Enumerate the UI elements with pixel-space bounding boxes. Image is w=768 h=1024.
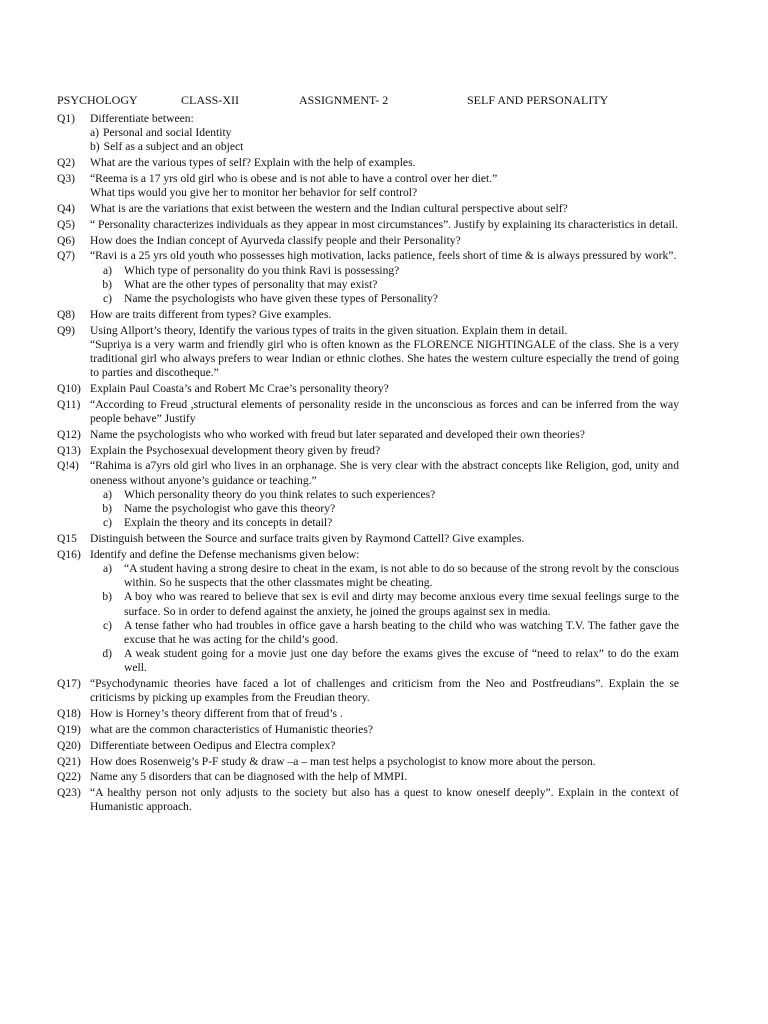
sub-question (90, 140, 679, 154)
sub-question-label: b) (102, 277, 112, 291)
question-body (90, 308, 679, 322)
question-item (57, 548, 679, 676)
question-text: What is are the variations that exist between the western and the Indian cultural perspective about self? (90, 202, 568, 215)
question-number: Q3) (57, 172, 76, 185)
question-number: Q!4) (57, 459, 79, 473)
sub-question (90, 562, 679, 590)
question-item (57, 398, 679, 426)
sub-question-text: Name the psychologist who gave this theory? (124, 502, 336, 515)
question-text: How are traits different from types? Give examples. (90, 307, 332, 321)
question-text: Differentiate between Oedipus and Electra complex? (90, 738, 336, 752)
question-number: Q19) (57, 723, 81, 737)
sub-question-text: Which type of personality do you think Ravi is possessing? (124, 263, 400, 277)
question-number: Q4) (57, 202, 76, 215)
question-number: Q16) (57, 547, 81, 561)
sub-question (90, 264, 679, 278)
question-item (57, 156, 679, 170)
question-number: Q5) (57, 217, 76, 231)
question-item (57, 755, 679, 769)
question-text: What are the various types of self? Explain with the help of examples. (90, 156, 416, 170)
sub-question-label: c) (102, 618, 112, 632)
sub-question-text: A tense father who had troubles in office gave a harsh beating to the child who was watching T.V. The father gave the excuse that he was acting for the child’s good. (124, 618, 679, 647)
question-item (57, 234, 679, 248)
header-topic: SELF AND PERSONALITY (467, 93, 609, 107)
question-number: Q7) (57, 249, 76, 263)
question-item (57, 324, 679, 381)
question-text: “According to Freud ,structural elements of personality reside in the unconscious as forces and can be inferred from the way people behave” Justify (90, 397, 679, 425)
question-body (90, 218, 679, 232)
sub-question-label: d) (102, 647, 112, 661)
question-list (57, 112, 679, 816)
question-text: “ Personality characterizes individuals as they appear in most circumstances”. Justify by explaining its characteristics in detail. (90, 217, 678, 231)
sub-question-text: A boy who was reared to believe that sex is evil and dirty may become anxious every time sexual feelings surge to the surface. So in order to defend against the anxiety, he joined the groups against sex in media. (124, 590, 679, 618)
question-body (90, 324, 679, 381)
question-body (90, 156, 679, 170)
question-text: “Psychodynamic theories have faced a lot of challenges and criticism from the Neo and Postfreudians”. Explain the se criticisms by picking up examples from the Freudian theory. (90, 677, 679, 705)
question-body (90, 770, 679, 784)
question-item (57, 382, 679, 396)
question-body (90, 202, 679, 216)
question-body (90, 532, 679, 546)
sub-question (90, 516, 679, 530)
sub-question (90, 590, 679, 618)
question-text: “A healthy person not only adjusts to the society but also has a quest to know oneself deeply”. Explain in the context of Humanistic approach. (90, 786, 679, 814)
question-body (90, 428, 679, 442)
sub-question-text: What are the other types of personality that may exist? (124, 277, 378, 291)
question-number: Q13) (57, 443, 81, 457)
question-item (57, 739, 679, 753)
sub-question (90, 619, 679, 647)
sub-question-text: “A student having a strong desire to cheat in the exam, is not able to do so because of the strong revolt by the conscious within. So he suspects that the other classmates might be cheating. (124, 562, 679, 590)
question-body (90, 548, 679, 676)
sub-question-label: b) (102, 502, 112, 515)
question-item (57, 172, 679, 200)
question-body (90, 444, 679, 458)
header-subject: PSYCHOLOGY (57, 93, 138, 107)
question-number: Q11) (57, 397, 81, 411)
sub-question-label: b) (90, 140, 100, 154)
question-body (90, 112, 679, 155)
question-item (57, 723, 679, 737)
question-text: Identify and define the Defense mechanisms given below: (90, 547, 360, 561)
sub-question-label: a) (102, 487, 112, 501)
question-number: Q15 (57, 532, 77, 545)
question-body (90, 234, 679, 248)
question-text-continued: What tips would you give her to monitor her behavior for self control? (90, 186, 418, 200)
question-body (90, 382, 679, 396)
question-text: Name the psychologists who who worked with freud but later separated and developed their own theories? (90, 427, 585, 441)
question-number: Q9) (57, 323, 76, 337)
question-item (57, 218, 679, 232)
question-number: Q17) (57, 677, 81, 691)
assignment-header (57, 93, 717, 109)
question-item (57, 677, 679, 705)
sub-question-label: a) (90, 126, 100, 140)
question-text: “Ravi is a 25 yrs old youth who possesses high motivation, lacks patience, feels short of time & is always pressured by work”. (90, 249, 677, 263)
sub-question (90, 502, 679, 516)
sub-question-text: A weak student going for a movie just one day before the exams gives the excuse of “need to relax” to do the exam well. (124, 647, 679, 675)
sub-question (90, 278, 679, 292)
question-body (90, 755, 679, 769)
question-text: Explain the Psychosexual development theory given by freud? (90, 443, 381, 457)
question-item (57, 249, 679, 306)
sub-question-label: a) (102, 263, 112, 277)
question-number: Q6) (57, 233, 76, 247)
sub-question-label: c) (102, 516, 112, 530)
question-item (57, 459, 679, 530)
question-body (90, 172, 679, 200)
question-body (90, 398, 679, 426)
question-number: Q10) (57, 382, 81, 395)
question-text: “Reema is a 17 yrs old girl who is obese and is not able to have a control over her diet.” (90, 172, 498, 185)
question-item (57, 532, 679, 546)
question-number: Q8) (57, 307, 76, 321)
question-text-continued: “Supriya is a very warm and friendly girl who is often known as the FLORENCE NIGHTINGALE of the class. She is a very traditional girl who always prefers to wear Indian or ethnic clothes. She hates the western culture especially the trend of going to parties and discotheque.” (90, 337, 679, 380)
question-item (57, 786, 679, 814)
question-body (90, 677, 679, 705)
question-item (57, 707, 679, 721)
sub-question-text: Name the psychologists who have given these types of Personality? (124, 292, 438, 305)
question-number: Q20) (57, 738, 81, 752)
question-number: Q18) (57, 707, 81, 721)
question-text: Distinguish between the Source and surface traits given by Raymond Cattell? Give examples. (90, 532, 525, 545)
question-item (57, 308, 679, 322)
sub-question (90, 647, 679, 675)
question-number: Q23) (57, 786, 81, 800)
sub-question-text: Personal and social Identity (103, 126, 232, 140)
header-class: CLASS-XII (181, 93, 240, 107)
sub-question-label: a) (102, 562, 112, 575)
question-body (90, 723, 679, 737)
sub-question-label: b) (102, 590, 112, 604)
header-assignment: ASSIGNMENT- 2 (299, 93, 389, 107)
question-text: How is Horney’s theory different from that of freud’s . (90, 707, 343, 721)
question-item (57, 770, 679, 784)
question-number: Q2) (57, 156, 76, 170)
sub-question-label: c) (102, 292, 112, 305)
question-body (90, 459, 679, 530)
sub-question-text: Self as a subject and an object (103, 140, 244, 154)
question-text: How does the Indian concept of Ayurveda classify people and their Personality? (90, 233, 461, 247)
question-body (90, 249, 679, 306)
question-text: Using Allport’s theory, Identify the various types of traits in the given situation. Explain them in detail. (90, 323, 568, 337)
sub-question-list (90, 488, 679, 531)
question-item (57, 112, 679, 155)
sub-question-list (90, 264, 679, 307)
sub-question-text: Explain the theory and its concepts in detail? (124, 516, 333, 530)
question-number: Q1) (57, 112, 76, 125)
question-text: “Rahima is a7yrs old girl who lives in an orphanage. She is very clear with the abstract concepts like Religion, god, unity and oneness without anyone’s guidance or teaching.” (90, 459, 679, 487)
question-body (90, 707, 679, 721)
sub-question-text: Which personality theory do you think relates to such experiences? (124, 487, 436, 501)
question-number: Q21) (57, 754, 81, 768)
question-item (57, 444, 679, 458)
question-number: Q22) (57, 770, 81, 784)
sub-question-list (90, 562, 679, 676)
question-text: How does Rosenweig’s P-F study & draw –a – man test helps a psychologist to know more about the person. (90, 754, 596, 768)
question-number: Q12) (57, 427, 81, 441)
question-body (90, 786, 679, 814)
question-text: what are the common characteristics of Humanistic theories? (90, 723, 373, 737)
question-item (57, 428, 679, 442)
sub-question (90, 488, 679, 502)
sub-question (90, 292, 679, 306)
question-text: Explain Paul Coasta’s and Robert Mc Crae’s personality theory? (90, 382, 389, 395)
sub-question (90, 126, 679, 140)
question-text: Differentiate between: (90, 112, 194, 125)
sub-question-list (90, 126, 679, 154)
question-body (90, 739, 679, 753)
question-text: Name any 5 disorders that can be diagnosed with the help of MMPI. (90, 770, 408, 784)
question-item (57, 202, 679, 216)
